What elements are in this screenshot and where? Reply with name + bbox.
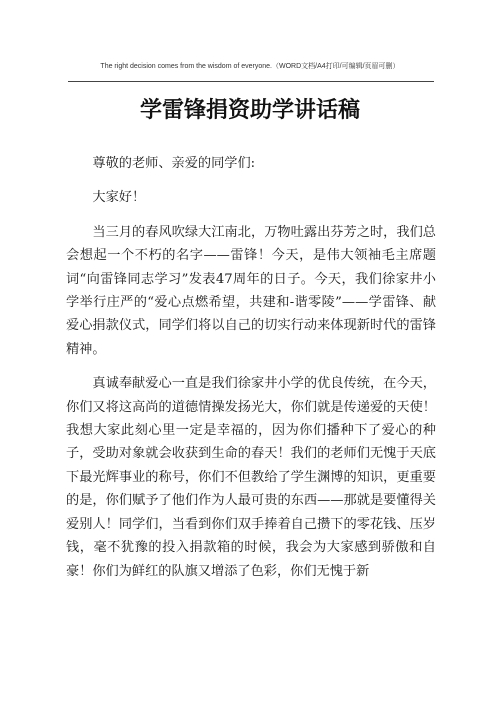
document-title: 学雷锋捐资助学讲话稿 xyxy=(139,98,360,123)
paragraph-1: 当三月的春风吹绿大江南北，万物吐露出芬芳之时，我们总会想起一个不朽的名字——雷锋！今天，是伟大领袖毛主席题词“向雷锋同志学习”发表47周年的日子。今天，我们徐家井小学举行庄严的“爱心点燃希望，共建和-谐零陵”——学雷锋、献爱心捐款仪式，同学们将以自己的切实行动来体现新时代的雷锋精神。 xyxy=(66,224,436,357)
document-body xyxy=(66,152,436,583)
salutation: 尊敬的老师、亲爱的同学们: xyxy=(92,156,256,171)
header-divider xyxy=(68,81,434,82)
paragraph-2: 真诚奉献爱心一直是我们徐家井小学的优良传统，在今天，你们又将这高尚的道德情操发扬光大，你们就是传递爱的天使！我想大家此刻心里一定是幸福的，因为你们播种下了爱心的种子，受助对象就会收获到生命的春天！我们的老师们无愧于天底下最光辉事业的称号，你们不但教给了学生渊博的知识，更重要的是，你们赋予了他们作为人最可贵的东西——那就是要懂得关爱别人！同学们，当看到你们双手捧着自己攒下的零花钱、压岁钱，毫不犹豫的投入捐款箱的时候，我会为大家感到骄傲和自豪！你们为鲜红的队旗又增添了色彩，你们无愧于新 xyxy=(66,376,436,579)
page-header-note: The right decision comes from the wisdom of everyone.（WORD文档/A4打印/可编辑/页眉可删） xyxy=(100,63,400,70)
greeting: 大家好！ xyxy=(92,190,146,206)
